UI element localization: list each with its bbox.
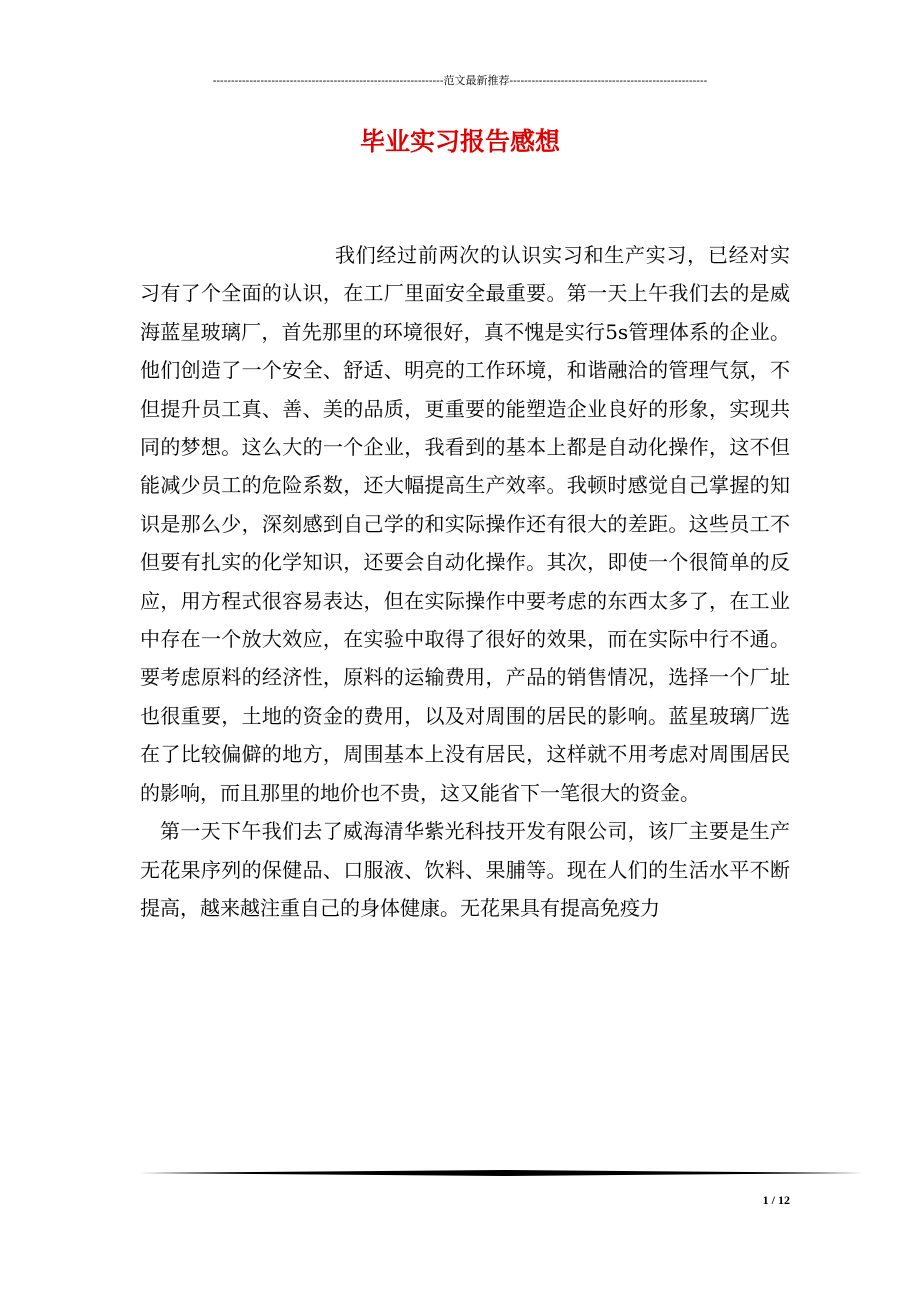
document-title: 毕业实习报告感想 <box>359 127 560 156</box>
footer-divider <box>140 1170 864 1176</box>
paragraph-2: 第一天下午我们去了威海清华紫光科技开发有限公司，该厂主要是生产无花果序列的保健品、口服液、饮料、果脯等。现在人们的生活水平不断提高，越来越注重自己的身体健康。无花果具有提高免疫力 <box>140 819 790 920</box>
header-banner: ---------------------------------------------------------------范文最新推荐------------------------------------------------------ <box>212 75 708 87</box>
page-number: 1 / 12 <box>762 1193 790 1207</box>
paragraph-1: 我们经过前两次的认识实习和生产实习，已经对实习有了个全面的认识，在工厂里面安全最重要。第一天上午我们去的是威海蓝星玻璃厂，首先那里的环境很好，真不愧是实行5s管理体系的企业。他们创造了一个安全、舒适、明亮的工作环境，和谐融洽的管理气氛，不但提升员工真、善、美的品质，更重要的能塑造企业良好的形象，实现共同的梦想。这么大的一个企业，我看到的基本上都是自动化操作，这不但能减少员工的危险系数，还大幅提高生产效率。我顿时感觉自己掌握的知识是那么少，深刻感到自己学的和实际操作还有很大的差距。这些员工不但要有扎实的化学知识，还要会自动化操作。其次，即使一个很简单的反应，用方程式很容易表达，但在实际操作中要考虑的东西太多了，在工业中存在一个放大效应，在实验中取得了很好的效果，而在实际中行不通。要考虑原料的经济性，原料的运输费用，产品的销售情况，选择一个厂址也很重要，土地的资金的费用，以及对周围的居民的影响。蓝星玻璃厂选在了比较偏僻的地方，周围基本上没有居民，这样就不用考虑对周围居民的影响，而且那里的地价也不贵，这又能省下一笔很大的资金。 <box>140 243 790 805</box>
document-body <box>140 236 790 927</box>
